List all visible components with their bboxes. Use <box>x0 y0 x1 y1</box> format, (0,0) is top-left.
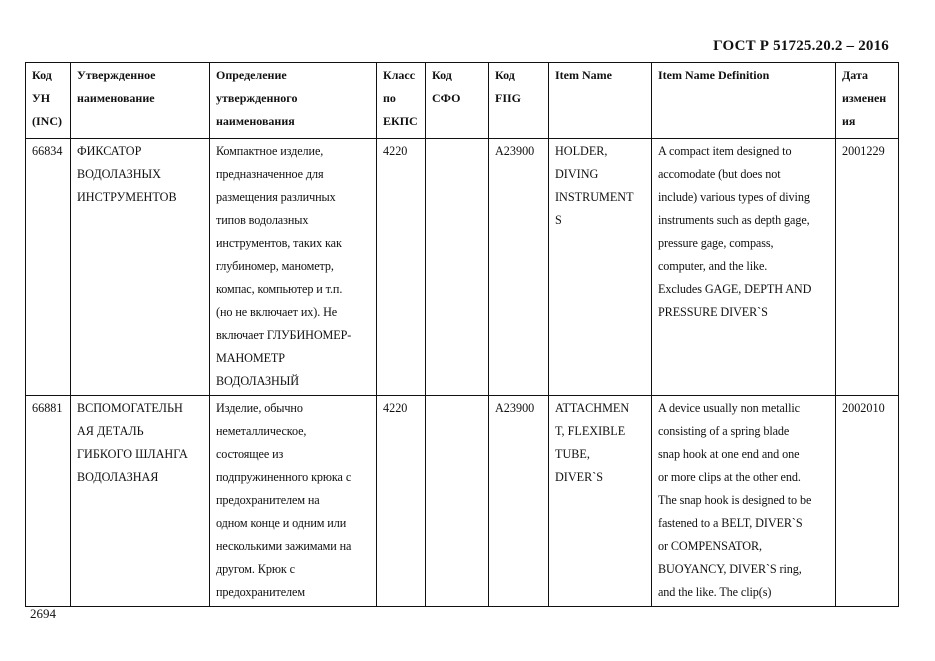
cell-item-name-definition: A device usually non metallic consisting of a spring blade snap hook at one end and one or more clips at the other end. The snap hook is designed to be fastened to a BELT, DIVER`S or COMPENSATOR, BUOYANCY, DIVER`S ring, and the like. The clip(s) <box>652 396 836 607</box>
cell-inc: 66834 <box>26 139 71 396</box>
cell-approved-name: ВСПОМОГАТЕЛЬН АЯ ДЕТАЛЬ ГИБКОГО ШЛАНГА ВОДОЛАЗНАЯ <box>71 396 210 607</box>
cell-date: 2002010 <box>836 396 899 607</box>
cell-class: 4220 <box>377 396 426 607</box>
header-class: Класс по ЕКПС <box>377 63 426 139</box>
cell-item-name: HOLDER, DIVING INSTRUMENT S <box>549 139 652 396</box>
header-sfo: Код СФО <box>426 63 489 139</box>
cell-approved-name: ФИКСАТОР ВОДОЛАЗНЫХ ИНСТРУМЕНТОВ <box>71 139 210 396</box>
table-row <box>26 139 899 396</box>
page-number: 2694 <box>30 606 56 621</box>
header-item-name: Item Name <box>549 63 652 139</box>
cell-fiig: A23900 <box>489 139 549 396</box>
cell-date: 2001229 <box>836 139 899 396</box>
cell-item-name: ATTACHMEN T, FLEXIBLE TUBE, DIVER`S <box>549 396 652 607</box>
cell-sfo <box>426 139 489 396</box>
document-standard-number: ГОСТ Р 51725.20.2 – 2016 <box>713 38 889 54</box>
header-definition: Определение утвержденного наименования <box>210 63 377 139</box>
cell-fiig: A23900 <box>489 396 549 607</box>
cell-inc: 66881 <box>26 396 71 607</box>
header-fiig: Код FIIG <box>489 63 549 139</box>
cell-definition: Компактное изделие, предназначенное для размещения различных типов водолазных инструментов, таких как глубиномер, манометр, компас, компьютер и т.п. (но не включает их). Не включает ГЛУБИНОМЕР- МАНОМЕТР ВОДОЛАЗНЫЙ <box>210 139 377 396</box>
cell-sfo <box>426 396 489 607</box>
cell-definition: Изделие, обычно неметаллическое, состоящее из подпружиненного крюка с предохранителем на одном конце и одним или несколькими зажимами на другом. Крюк с предохранителем <box>210 396 377 607</box>
header-approved-name: Утвержденное наименование <box>71 63 210 139</box>
cell-class: 4220 <box>377 139 426 396</box>
table-header-row <box>26 63 899 139</box>
header-date: Дата изменен ия <box>836 63 899 139</box>
table-row <box>26 396 899 607</box>
header-inc: Код УН (INC) <box>26 63 71 139</box>
header-item-name-definition: Item Name Definition <box>652 63 836 139</box>
cell-item-name-definition: A compact item designed to accomodate (but does not include) various types of diving instruments such as depth gage, pressure gage, compass, computer, and the like. Excludes GAGE, DEPTH AND PRESSURE DIVER`S <box>652 139 836 396</box>
catalog-table <box>25 62 899 607</box>
